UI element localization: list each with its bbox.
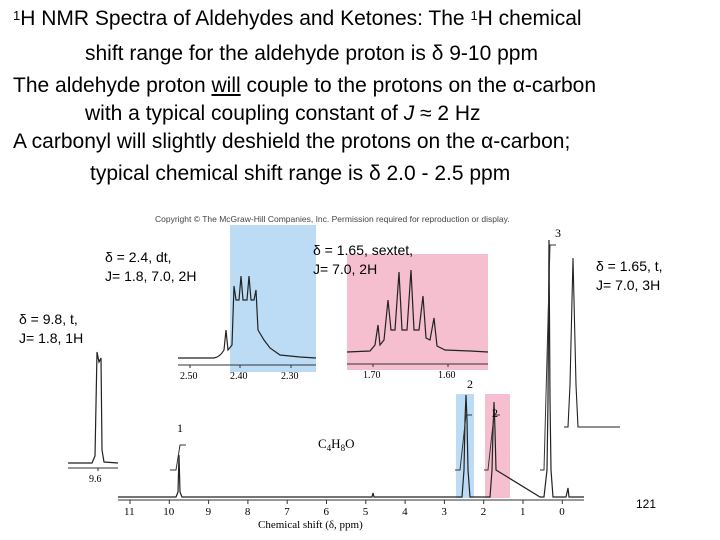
x-axis-tick-label: 11 xyxy=(124,506,135,518)
integral-label: 1 xyxy=(177,421,183,435)
inset-sextet-tick-label: 1.60 xyxy=(438,370,456,381)
x-axis-tick-label: 4 xyxy=(402,506,408,518)
title-line-6: typical chemical shift range is δ 2.0 - 2.5 ppm xyxy=(90,162,511,185)
annotation-ch2-beta: δ = 1.65, sextet, J= 7.0, 2H xyxy=(313,242,414,277)
title-line-2: shift range for the aldehyde proton is δ 9-10 ppm xyxy=(85,42,538,65)
molecular-formula: $C_4H_8O$ xyxy=(318,436,355,453)
annotation-ch2-alpha: δ = 2.4, dt, J= 1.8, 7.0, 2H xyxy=(105,249,197,284)
integral-curve xyxy=(170,445,186,470)
x-axis-tick-label: 9 xyxy=(205,506,212,518)
x-axis-tick-label: 3 xyxy=(441,506,447,518)
x-axis-tick-label: 10 xyxy=(163,506,175,518)
annotation-ch3: δ = 1.65, t, J= 7.0, 3H xyxy=(596,258,663,293)
inset-ch2-tick-label: 2.40 xyxy=(230,371,248,382)
inset-sextet-tick-label: 1.70 xyxy=(363,370,381,381)
inset-ch2-tick-label: 2.30 xyxy=(281,371,299,382)
x-axis-label: Chemical shift (δ, ppm) xyxy=(258,519,363,531)
x-axis-tick-label: 2 xyxy=(480,506,487,518)
integral-label: 3 xyxy=(555,226,561,240)
inset-ch2-tick-label: 2.50 xyxy=(180,371,198,382)
title-line-5: A carbonyl will slightly deshield the protons on the α-carbon; xyxy=(13,130,571,153)
x-axis-tick-label: 0 xyxy=(559,506,565,518)
x-axis-tick-label: 5 xyxy=(362,506,369,518)
title-line-1: $^1$H NMR Spectra of Aldehydes and Ketones: The $^1$H chemical xyxy=(13,7,582,30)
integral-label: 2 xyxy=(492,406,498,420)
inset-aldehyde-tick-label: 9.6 xyxy=(89,474,102,485)
x-axis-tick-label: 8 xyxy=(244,506,251,518)
x-axis-ticks xyxy=(124,500,565,518)
x-axis-tick-label: 7 xyxy=(284,506,290,518)
integral-label: 2 xyxy=(467,377,473,391)
inset-aldehyde-trace xyxy=(68,352,118,463)
copyright-notice: Copyright © The McGraw-Hill Companies, Inc. Permission required for reproduction or display. xyxy=(155,214,510,224)
annotation-aldehyde: δ = 9.8, t, J= 1.8, 1H xyxy=(19,311,84,346)
x-axis-tick-label: 6 xyxy=(323,506,329,518)
title-line-3: The aldehyde proton will couple to the protons on the α-carbon xyxy=(13,74,597,97)
page-number: 121 xyxy=(636,497,657,511)
title-line-4: with a typical coupling constant of J ≈ 2 Hz xyxy=(85,102,481,125)
x-axis-tick-label: 1 xyxy=(520,506,526,518)
